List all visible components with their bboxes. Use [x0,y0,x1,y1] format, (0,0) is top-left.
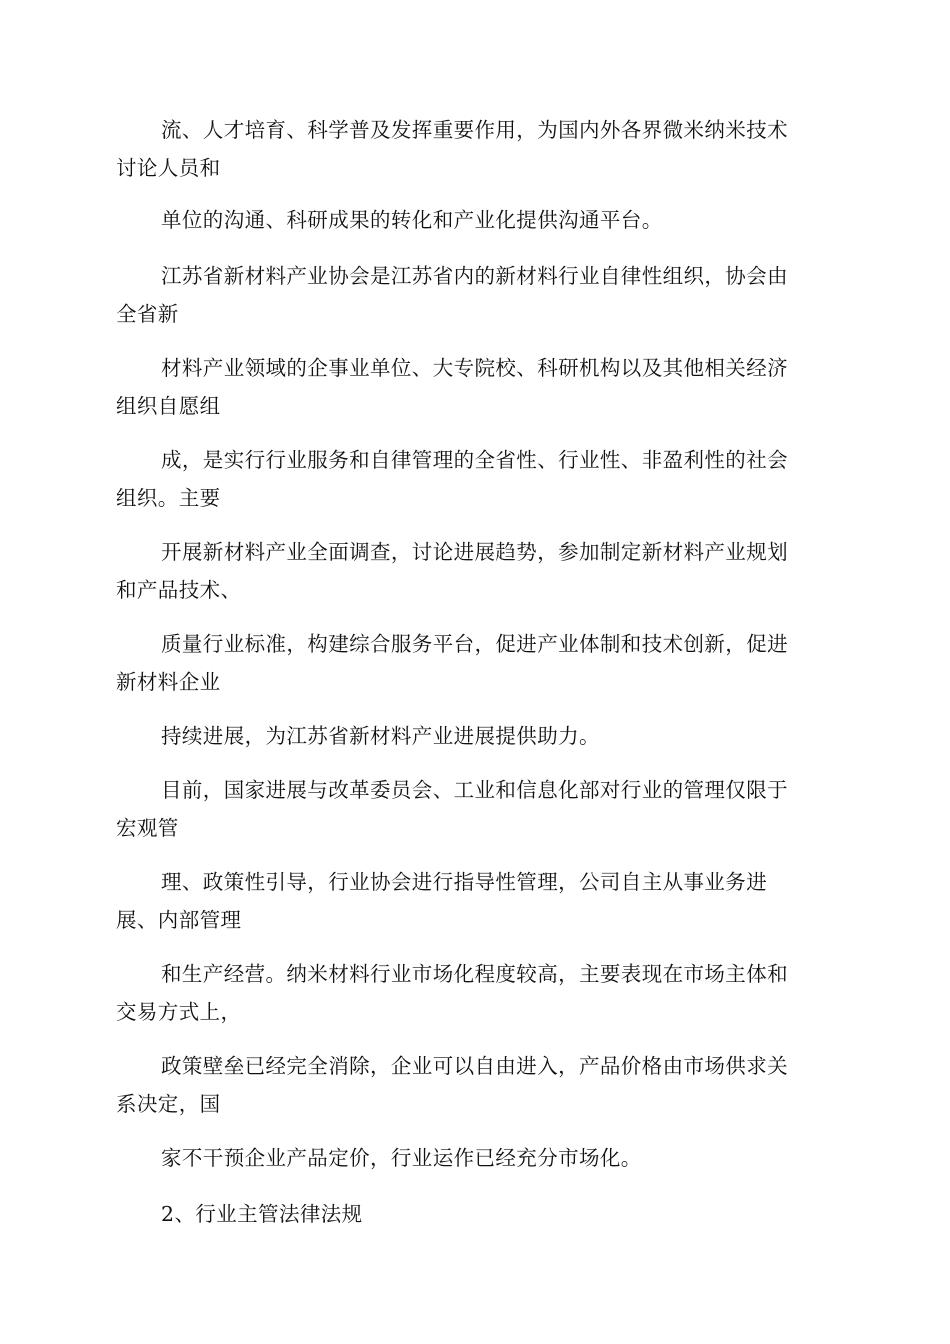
text-line: 和生产经营。纳米材料行业市场化程度较高，主要表现在市场主体和 [161,962,788,986]
paragraph-line [116,955,836,1031]
text-line: 系决定，国 [116,1092,221,1116]
text-line: 成，是实行行业服务和自律管理的全省性、行业性、非盈利性的社会 [161,448,788,472]
text-line: 展、内部管理 [116,908,242,932]
text-line: 政策壁垒已经完全消除，企业可以自由进入，产品价格由市场供求关 [161,1054,788,1078]
text-line: 质量行业标准，构建综合服务平台，促进产业体制和技术创新，促进 [161,632,788,656]
paragraph-line [116,349,836,425]
text-line: 开展新材料产业全面调查，讨论进展趋势，参加制定新材料产业规划 [161,540,788,564]
paragraph-line [116,863,836,939]
paragraph-line [116,1047,836,1123]
text-line: 理、政策性引导，行业协会进行指导性管理，公司自主从事业务进 [161,870,768,894]
text-line: 持续进展，为江苏省新材料产业进展提供助力。 [161,724,600,748]
text-line: 交易方式上， [116,1000,242,1024]
paragraph-line [116,441,836,517]
paragraph-line [116,201,836,239]
text-line: 宏观管 [116,816,179,840]
text-line: 流、人才培育、科学普及发挥重要作用，为国内外各界微米纳米技术 [161,118,788,142]
section-heading [116,1195,836,1233]
text-line: 江苏省新材料产业协会是江苏省内的新材料行业自律性组织，协会由 [161,264,788,288]
paragraph-line [116,1139,836,1177]
text-line: 讨论人员和 [116,156,221,180]
text-line: 单位的沟通、科研成果的转化和产业化提供沟通平台。 [161,208,663,232]
paragraph-line [116,257,836,333]
text-line: 2、行业主管法律法规 [161,1202,363,1226]
text-line: 新材料企业 [116,670,221,694]
text-line: 全省新 [116,302,179,326]
paragraph-line [116,771,836,847]
paragraph-line [116,533,836,609]
paragraph-line [116,717,836,755]
text-line: 家不干预企业产品定价，行业运作已经充分市场化。 [161,1146,642,1170]
paragraph-line [116,625,836,701]
text-line: 组织自愿组 [116,394,221,418]
paragraph-line [116,111,836,187]
text-line: 和产品技术、 [116,578,242,602]
text-line: 材料产业领域的企事业单位、大专院校、科研机构以及其他相关经济 [161,356,788,380]
text-line: 组织。主要 [116,486,221,510]
text-line: 目前，国家进展与改革委员会、工业和信息化部对行业的管理仅限于 [161,778,788,802]
